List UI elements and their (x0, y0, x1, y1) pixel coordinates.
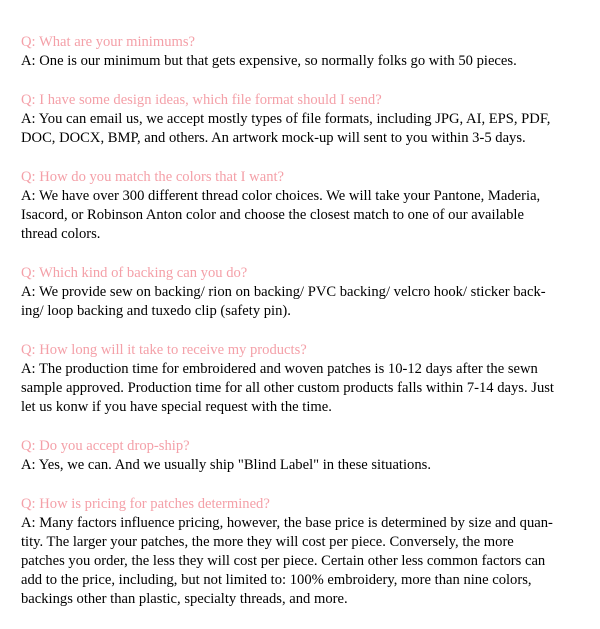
faq-answer-line: A: We have over 300 different thread color choices. We will take your Pantone, Maderia, (21, 188, 541, 204)
faq-answer (21, 52, 587, 71)
faq-answer-line: add to the price, including, but not limited to: 100% embroidery, more than nine colors, (21, 572, 532, 588)
faq-question: Q: Do you accept drop-ship? (21, 438, 190, 454)
faq-answer-line: let us konw if you have special request with the time. (21, 399, 332, 415)
faq-item-colors (21, 168, 587, 244)
faq-question: Q: I have some design ideas, which file format should I send? (21, 92, 382, 108)
faq-answer-line: A: You can email us, we accept mostly types of file formats, including JPG, AI, EPS, PDF, (21, 111, 551, 127)
faq-item-file-format (21, 91, 587, 148)
faq-list (21, 33, 587, 629)
faq-answer (21, 187, 587, 244)
faq-answer-line: A: Yes, we can. And we usually ship "Blind Label" in these situations. (21, 457, 431, 473)
faq-answer-line: sample approved. Production time for all other custom products falls within 7-14 days. Just (21, 380, 554, 396)
faq-question: Q: What are your minimums? (21, 34, 196, 50)
faq-answer-line: Isacord, or Robinson Anton color and choose the closest match to one of our available (21, 207, 524, 223)
faq-answer (21, 514, 587, 609)
faq-answer-line: DOC, DOCX, BMP, and others. An artwork mock-up will sent to you within 3-5 days. (21, 130, 526, 146)
faq-answer (21, 456, 587, 475)
faq-answer-line: A: The production time for embroidered and woven patches is 10-12 days after the sewn (21, 361, 538, 377)
faq-question: Q: How is pricing for patches determined? (21, 496, 270, 512)
faq-question: Q: How long will it take to receive my products? (21, 342, 307, 358)
faq-answer (21, 360, 587, 417)
faq-item-pricing (21, 495, 587, 609)
faq-question: Q: Which kind of backing can you do? (21, 265, 248, 281)
faq-item-backing (21, 264, 587, 321)
faq-answer-line: patches you order, the less they will cost per piece. Certain other less common factors can (21, 553, 546, 569)
faq-item-drop-ship (21, 437, 587, 475)
faq-answer (21, 110, 587, 148)
faq-answer-line: backings other than plastic, specialty threads, and more. (21, 591, 348, 607)
faq-item-minimums (21, 33, 587, 71)
faq-answer-line: A: One is our minimum but that gets expensive, so normally folks go with 50 pieces. (21, 53, 517, 69)
faq-item-production-time (21, 341, 587, 417)
faq-answer (21, 283, 587, 321)
faq-answer-line: ing/ loop backing and tuxedo clip (safety pin). (21, 303, 291, 319)
faq-answer-line: A: We provide sew on backing/ rion on backing/ PVC backing/ velcro hook/ sticker back- (21, 284, 546, 300)
faq-answer-line: A: Many factors influence pricing, however, the base price is determined by size and quan- (21, 515, 553, 531)
faq-answer-line: tity. The larger your patches, the more they will cost per piece. Conversely, the more (21, 534, 514, 550)
faq-answer-line: thread colors. (21, 226, 101, 242)
faq-question: Q: How do you match the colors that I want? (21, 169, 285, 185)
